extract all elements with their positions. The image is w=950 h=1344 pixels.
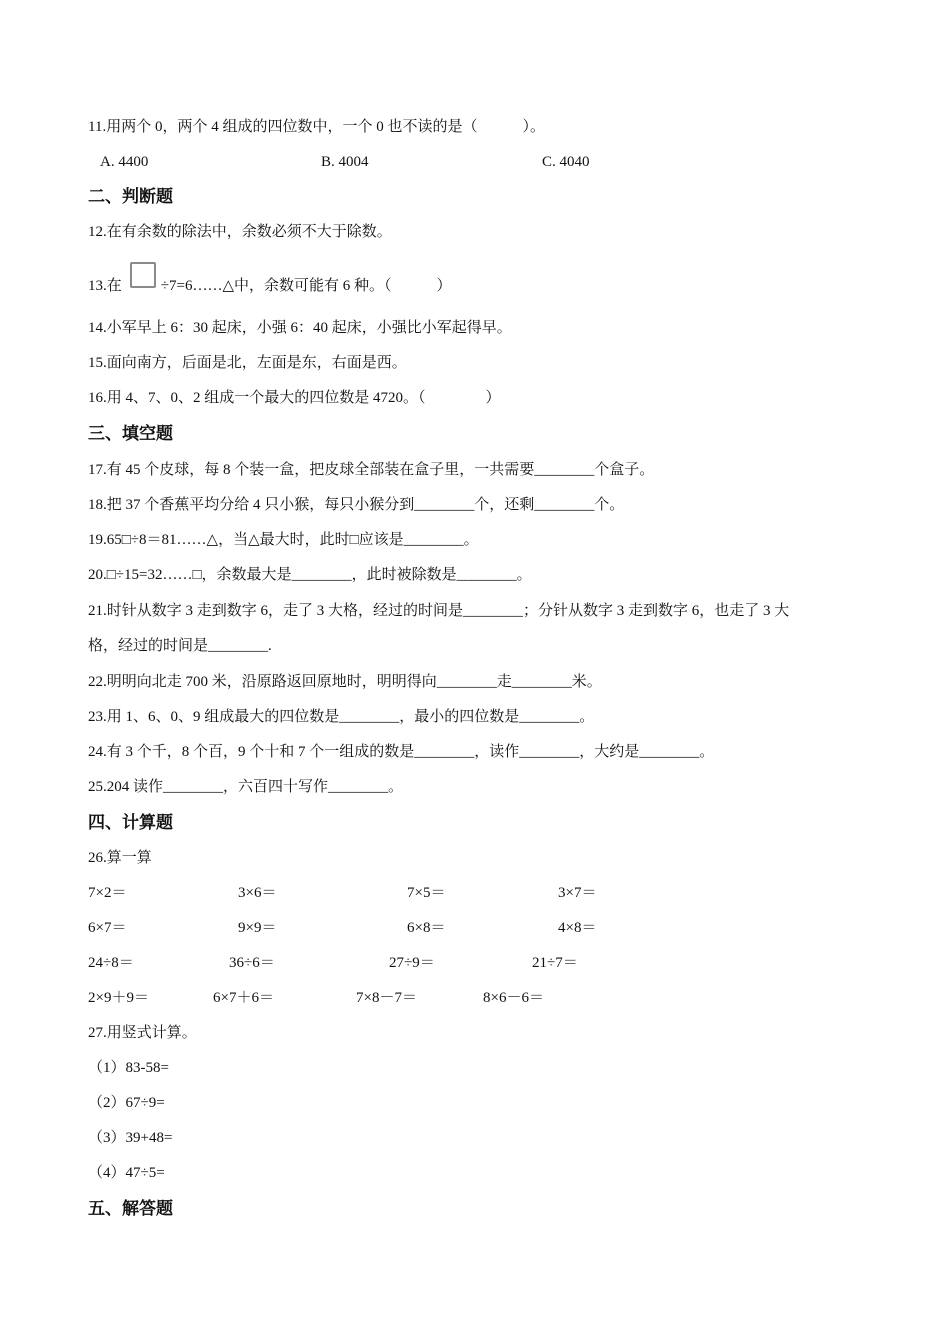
calc-cell: 6×7＋6＝ (213, 990, 274, 1006)
option-a: A. 4400 (100, 154, 149, 170)
question-16: 16.用 4、7、0、2 组成一个最大的四位数是 4720。（ ） (88, 390, 501, 406)
section-heading-answer: 五、解答题 (88, 1199, 173, 1219)
question-17: 17.有 45 个皮球，每 8 个装一盒，把皮球全部装在盒子里，一共需要________个盒子。 (88, 462, 655, 478)
question-13 (88, 270, 452, 296)
calc-cell: 9×9＝ (238, 920, 277, 936)
calc-cell: 3×7＝ (558, 885, 597, 901)
section-heading-fill: 三、填空题 (88, 424, 173, 444)
question-21-line-2: 格，经过的时间是________. (88, 638, 272, 654)
question-11: 11.用两个 0，两个 4 组成的四位数中，一个 0 也不读的是（ ）。 (88, 119, 545, 135)
calc-cell: 6×8＝ (407, 920, 446, 936)
calc-cell: 21÷7＝ (532, 955, 578, 971)
question-19: 19.65□÷8＝81……△，当△最大时，此时□应该是________。 (88, 532, 479, 548)
question-27: 27.用竖式计算。 (88, 1025, 197, 1041)
question-15: 15.面向南方，后面是北，左面是东，右面是西。 (88, 355, 407, 371)
question-14: 14.小军早上 6：30 起床，小强 6：40 起床，小强比小军起得早。 (88, 320, 512, 336)
calc-cell: 4×8＝ (558, 920, 597, 936)
section-heading-judge: 二、判断题 (88, 187, 173, 207)
blank-square-icon (130, 262, 156, 288)
calc-cell: 36÷6＝ (229, 955, 275, 971)
question-13-suffix: ÷7=6……△中，余数可能有 6 种。（ ） (160, 278, 452, 294)
section-heading-calc: 四、计算题 (88, 813, 173, 833)
calc-cell: 7×5＝ (407, 885, 446, 901)
question-13-prefix: 13.在 (88, 278, 122, 294)
question-12: 12.在有余数的除法中，余数必须不大于除数。 (88, 224, 392, 240)
question-24: 24.有 3 个千，8 个百，9 个十和 7 个一组成的数是________，读作________，大约是________。 (88, 744, 715, 760)
calc-cell: 7×8－7＝ (356, 990, 417, 1006)
calc-cell: 27÷9＝ (389, 955, 435, 971)
option-c: C. 4040 (542, 154, 590, 170)
question-26: 26.算一算 (88, 850, 152, 866)
option-b: B. 4004 (321, 154, 369, 170)
question-18: 18.把 37 个香蕉平均分给 4 只小猴，每只小猴分到________个，还剩________个。 (88, 497, 625, 513)
question-23: 23.用 1、6、0、9 组成最大的四位数是________，最小的四位数是________。 (88, 709, 595, 725)
vertical-calc-item-4: （4）47÷5= (88, 1165, 165, 1181)
calc-cell: 24÷8＝ (88, 955, 134, 971)
question-25: 25.204 读作________，六百四十写作________。 (88, 779, 404, 795)
calc-cell: 3×6＝ (238, 885, 277, 901)
calc-cell: 7×2＝ (88, 885, 127, 901)
vertical-calc-item-1: （1）83-58= (88, 1060, 169, 1076)
vertical-calc-item-2: （2）67÷9= (88, 1095, 165, 1111)
calc-cell: 2×9＋9＝ (88, 990, 149, 1006)
calc-cell: 6×7＝ (88, 920, 127, 936)
question-20: 20.□÷15=32……□，余数最大是________，此时被除数是________。 (88, 567, 532, 583)
calc-cell: 8×6－6＝ (483, 990, 544, 1006)
question-21-line-1: 21.时针从数字 3 走到数字 6，走了 3 大格，经过的时间是________；分针从数字 3 走到数字 6，也走了 3 大 (88, 603, 790, 619)
vertical-calc-item-3: （3）39+48= (88, 1130, 173, 1146)
question-22: 22.明明向北走 700 米，沿原路返回原地时，明明得向________走________米。 (88, 674, 602, 690)
